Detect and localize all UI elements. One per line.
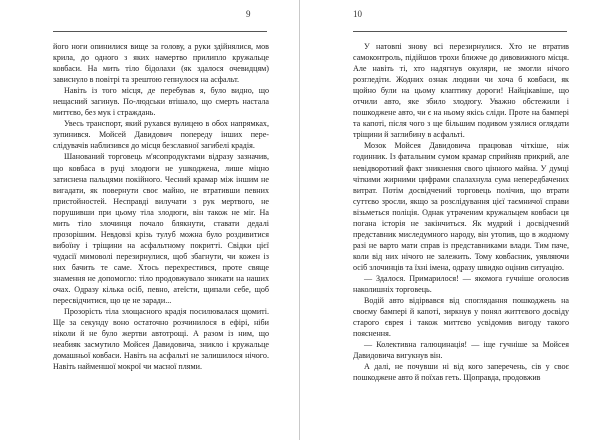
right-page-text: [353, 41, 569, 383]
page-number-left: 9: [246, 9, 251, 19]
paragraph: У натовпі знову всі перезирнулися. Хто не втратив самоконтроль, підійшов трохи ближче до дивовижного місця. Але навіть ті, хто надягнув окуляри, не змогли нічого розгледіти. Жодних ознак людини чи хоча б ковбаси, як щойно були на цьому клаптику дороги! Найцікавіше, що отчили авто, яке збило злодюгу. Уважно обстежили і пошкоджене авто, чи є на ньому якісь сліди. Проте на бампері та капоті, після чого з ще більшим подивом узялися оглядати тріщини й заглибину в асфальті.: [353, 42, 569, 140]
paragraph: Мозок Мойсея Давидовича працював чіткіше, ніж годинник. Із фатальним сумом крамар сприйняв прикрий, але невідворотний факт зникнення свого цінного майна. У думці чіткими жирними цифрами спалахнула сума непередбачених витрат. Потім досвідчений торговець полічив, що втрати суттєво зросли, якщо за розслідування цієї таємничої справи візьметься поліція. Однак утраченим кружальцем ковбаси ця погана історія не закінчиться. Як мудрий і досвідчений представник миследумного народу, він утопив, що в жодному разі не варто мати справ із представниками влади. Тим паче, коли від них нічого не залежить. Тому ковбасник, уявляючи осіб злочинців та їхні імена, одразу швидко оцінив ситуацію.: [353, 141, 569, 272]
paragraph: — Колективна галюцинація! — іще гучніше за Мойсея Давидовича вигукнув він.: [353, 340, 569, 361]
page-number-right: 10: [353, 9, 362, 19]
header-rule-right: [353, 31, 567, 32]
paragraph: Водій авто відірвався від споглядання пошкоджень на своєму бампері й капоті, зиркнув у понял життєвого досвіду старого єврея і також миттєво усвідомив вигоду такого пояснення.: [353, 296, 569, 339]
paragraph: його ноги опинилися вище за голову, а руки здійнялися, мов крила, до одного з яких намертво прилипло кружальце ковбаси. На мить тіло бідолахи (як здалося очевидцям) зависнуло в повітрі та зрештою гепнулося на асфальт.: [53, 42, 269, 85]
header-rule-left: [53, 31, 267, 32]
left-page-text: [53, 41, 269, 372]
paragraph: Навіть із того місця, де перебував я, було видно, що нещасний загинув. По-людськи втішало, що смерть настала миттєво, без мук і страждань.: [53, 86, 269, 118]
paragraph: А далі, не почувши ні від кого заперечень, сів у своє пошкоджене авто й поїхав геть. Щоправда, продовжив: [353, 362, 569, 383]
paragraph: Увесь транспорт, який рухався вулицею в обох напрямках, зупинився. Мойсей Давидович попереду інших пере-слідувачів наблизився до місця безславної загибелі крадія.: [53, 119, 269, 151]
paragraph: — Здалося. Примарилося! — якомога гучніше оголосив наколишніх торговець.: [353, 273, 569, 295]
paragraph: Прозорість тіла злощасного крадія посилювалася щомиті. Ще за секунду воно остаточно розчинилося в ефірі, ніби ніколи й не було жертви автотрощі. А разом із ним, що неабияк засмутило Мойсея Давидовича, зникло і кружальце домашньої ковбаси. Навіть на асфальті не залишилося нічого. Навіть найменшої мокрої чи масної плями.: [53, 307, 269, 372]
paragraph: Шанований торговець м'ясопродуктами відразу зазначив, що ковбаса в руці злодюги не ушкоджена, лише міцно затиснена пальцями покійного. Чесний крамар між іншим не вигадати, як повернути своє майно, не втративши певних пристойностей. Несправді вилучати з рук мертвого, не порушивши при цьому тіла злодюги, він також не міг. На мить тіло злочинця почало блякнути, ставати дедалі прозорішим. Невдовзі крізь тулуб можна було роздивитися вибоїну і тріщини на асфальтному покритті. Свідки цієї чудасії мимоволі перезирнулися, щоб збагнути, чи кожен із них бачить те саме. Хтось перехрестився, проте свяще знамення не допомогло: тіло продовжувало зникати на наших очах. Одразу кілька осіб, певно, атеїсти, щипали себе, щоб пересвідчитися, що це не заради...: [53, 152, 269, 306]
right-page: [300, 0, 600, 440]
